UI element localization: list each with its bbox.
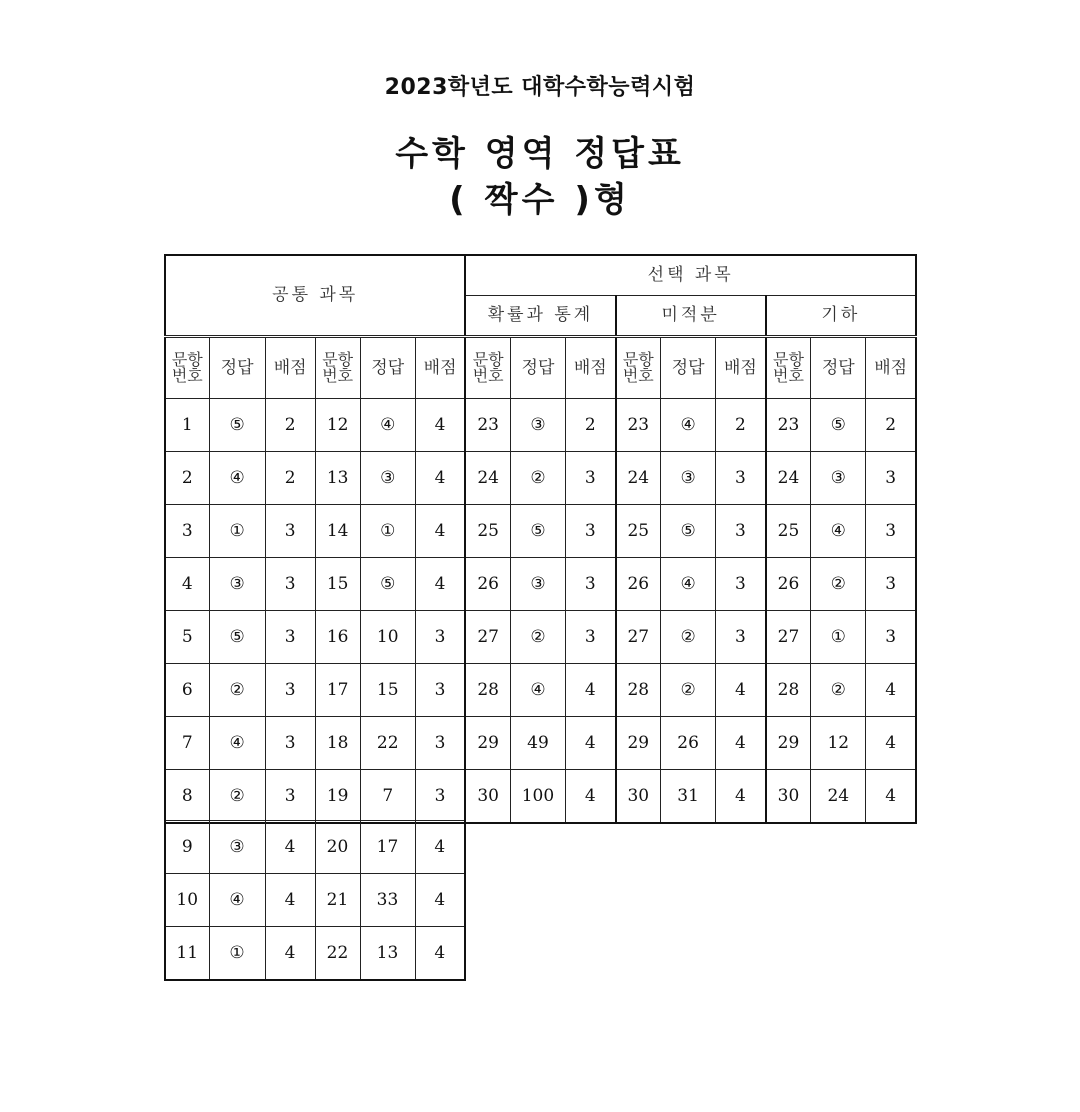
question-number-cell: 21 [315, 874, 360, 927]
score-cell: 3 [265, 664, 315, 717]
score-cell: 4 [716, 717, 766, 770]
score-cell: 3 [565, 558, 615, 611]
exam-type [0, 172, 1080, 221]
answer-cell: 33 [360, 874, 415, 927]
column-header-score: 배점 [415, 337, 465, 399]
answer-cell: ⑤ [209, 611, 265, 664]
question-number-cell: 27 [766, 611, 811, 664]
score-cell: 4 [415, 452, 465, 505]
score-cell: 4 [565, 664, 615, 717]
column-header-answer: 정답 [209, 337, 265, 399]
column-header-line: 문항 [472, 350, 504, 369]
score-cell: 4 [415, 874, 465, 927]
question-number-cell: 6 [165, 664, 209, 717]
column-header-question-number [165, 337, 209, 399]
question-number-cell: 3 [165, 505, 209, 558]
answer-cell: ③ [209, 821, 265, 874]
score-cell: 3 [265, 558, 315, 611]
question-number-cell: 24 [766, 452, 811, 505]
question-number-cell: 24 [616, 452, 661, 505]
question-number-cell: 14 [315, 505, 360, 558]
question-number-cell: 16 [315, 611, 360, 664]
answer-key-table [164, 254, 917, 824]
answer-cell: ④ [661, 399, 716, 452]
score-cell: 4 [565, 717, 615, 770]
question-number-cell: 4 [165, 558, 209, 611]
column-header-line: 번호 [322, 366, 354, 385]
answer-cell: ② [209, 664, 265, 717]
score-cell: 3 [866, 452, 916, 505]
elective-calculus: 미적분 [616, 296, 766, 337]
answer-cell: 31 [661, 770, 716, 824]
column-header-line: 번호 [171, 366, 203, 385]
answer-cell: 26 [661, 717, 716, 770]
question-number-cell: 25 [465, 505, 510, 558]
column-header-question-number [465, 337, 510, 399]
question-number-cell: 29 [465, 717, 510, 770]
column-header-line: 문항 [622, 350, 654, 369]
question-number-cell: 26 [465, 558, 510, 611]
column-header-answer: 정답 [510, 337, 565, 399]
answer-cell: ② [661, 611, 716, 664]
elective-probability-statistics: 확률과 통계 [465, 296, 615, 337]
answer-cell: ④ [360, 399, 415, 452]
answer-cell: ③ [811, 452, 866, 505]
column-header-line: 문항 [773, 350, 804, 369]
column-header-line: 문항 [322, 350, 354, 369]
score-cell: 3 [565, 452, 615, 505]
score-cell: 4 [866, 717, 916, 770]
score-cell: 4 [265, 927, 315, 981]
score-cell: 3 [866, 611, 916, 664]
score-cell: 3 [716, 558, 766, 611]
score-cell: 4 [415, 399, 465, 452]
common-subject-header: 공통 과목 [165, 255, 465, 337]
table-row [165, 611, 916, 664]
question-number-cell: 23 [616, 399, 661, 452]
score-cell: 4 [866, 770, 916, 824]
answer-cell: ③ [661, 452, 716, 505]
question-number-cell: 30 [766, 770, 811, 824]
score-cell: 3 [866, 558, 916, 611]
column-header-question-number [616, 337, 661, 399]
column-header-answer: 정답 [661, 337, 716, 399]
table-row [165, 505, 916, 558]
answer-cell: ① [209, 927, 265, 981]
question-number-cell: 29 [766, 717, 811, 770]
answer-cell: ⑤ [510, 505, 565, 558]
answer-cell: ④ [661, 558, 716, 611]
table-row [165, 558, 916, 611]
score-cell: 3 [415, 611, 465, 664]
question-number-cell: 30 [465, 770, 510, 824]
answer-cell: 13 [360, 927, 415, 981]
score-cell: 3 [716, 611, 766, 664]
question-number-cell: 18 [315, 717, 360, 770]
question-number-cell: 22 [315, 927, 360, 981]
score-cell: 3 [415, 664, 465, 717]
question-number-cell: 2 [165, 452, 209, 505]
answer-cell: 100 [510, 770, 565, 824]
column-header-score: 배점 [866, 337, 916, 399]
answer-cell: 7 [360, 770, 415, 824]
score-cell: 4 [716, 770, 766, 824]
table-row [165, 770, 916, 824]
score-cell: 3 [415, 717, 465, 770]
column-header-line: 문항 [171, 350, 203, 369]
table-row [165, 399, 916, 452]
table-row [165, 717, 916, 770]
question-number-cell: 15 [315, 558, 360, 611]
table-row [165, 452, 916, 505]
answer-key-title: 수학 영역 정답표 [395, 134, 685, 174]
question-number-cell: 23 [465, 399, 510, 452]
score-cell: 2 [265, 452, 315, 505]
table-row [165, 821, 465, 874]
type-open: ( [449, 180, 469, 220]
score-cell: 2 [265, 399, 315, 452]
answer-cell: ② [510, 452, 565, 505]
question-number-cell: 30 [616, 770, 661, 824]
answer-cell: ④ [209, 874, 265, 927]
answer-cell: ③ [510, 558, 565, 611]
answer-cell: 17 [360, 821, 415, 874]
answer-cell: ⑤ [360, 558, 415, 611]
question-number-cell: 26 [616, 558, 661, 611]
column-header-line: 번호 [773, 366, 804, 385]
answer-cell: ② [811, 558, 866, 611]
table-row [165, 927, 465, 981]
answer-cell: ⑤ [209, 399, 265, 452]
score-cell: 3 [265, 611, 315, 664]
question-number-cell: 25 [616, 505, 661, 558]
answer-cell: ① [811, 611, 866, 664]
column-header-answer: 정답 [360, 337, 415, 399]
answer-cell: ④ [811, 505, 866, 558]
common-subject-continuation [164, 820, 466, 981]
question-number-cell: 25 [766, 505, 811, 558]
answer-cell: ④ [209, 717, 265, 770]
score-cell: 4 [265, 821, 315, 874]
answer-cell: 22 [360, 717, 415, 770]
answer-cell: ② [510, 611, 565, 664]
question-number-cell: 19 [315, 770, 360, 824]
question-number-cell: 9 [165, 821, 209, 874]
elective-geometry: 기하 [766, 296, 916, 337]
score-cell: 2 [565, 399, 615, 452]
answer-cell: ③ [209, 558, 265, 611]
question-number-cell: 28 [766, 664, 811, 717]
score-cell: 4 [866, 664, 916, 717]
score-cell: 3 [265, 505, 315, 558]
score-cell: 3 [265, 770, 315, 824]
question-number-cell: 27 [616, 611, 661, 664]
question-number-cell: 1 [165, 399, 209, 452]
answer-cell: 10 [360, 611, 415, 664]
answer-cell: ④ [209, 452, 265, 505]
question-number-cell: 29 [616, 717, 661, 770]
score-cell: 3 [866, 505, 916, 558]
score-cell: 4 [565, 770, 615, 824]
answer-cell: ① [360, 505, 415, 558]
score-cell: 4 [415, 927, 465, 981]
type-name: 짝수 [484, 180, 559, 220]
answer-cell: ② [811, 664, 866, 717]
answer-cell: ② [661, 664, 716, 717]
column-header-question-number [315, 337, 360, 399]
column-header-score: 배점 [716, 337, 766, 399]
question-number-cell: 13 [315, 452, 360, 505]
answer-cell: 12 [811, 717, 866, 770]
score-cell: 4 [415, 505, 465, 558]
score-cell: 2 [866, 399, 916, 452]
question-number-cell: 17 [315, 664, 360, 717]
score-cell: 3 [716, 505, 766, 558]
question-number-cell: 10 [165, 874, 209, 927]
answer-cell: 15 [360, 664, 415, 717]
column-header-question-number [766, 337, 811, 399]
answer-cell: 24 [811, 770, 866, 824]
question-number-cell: 24 [465, 452, 510, 505]
question-number-cell: 28 [616, 664, 661, 717]
question-number-cell: 28 [465, 664, 510, 717]
column-header-line: 번호 [472, 366, 504, 385]
answer-cell: ⑤ [661, 505, 716, 558]
answer-cell: ④ [510, 664, 565, 717]
score-cell: 2 [716, 399, 766, 452]
answer-cell: ② [209, 770, 265, 824]
column-header-score: 배점 [265, 337, 315, 399]
question-number-cell: 8 [165, 770, 209, 824]
elective-subject-header: 선택 과목 [465, 255, 916, 296]
question-number-cell: 26 [766, 558, 811, 611]
answer-cell: ③ [510, 399, 565, 452]
score-cell: 3 [565, 505, 615, 558]
answer-cell: ③ [360, 452, 415, 505]
score-cell: 4 [265, 874, 315, 927]
score-cell: 3 [415, 770, 465, 824]
table-row [165, 874, 465, 927]
score-cell: 3 [565, 611, 615, 664]
answer-cell: 49 [510, 717, 565, 770]
score-cell: 4 [716, 664, 766, 717]
type-close: )형 [574, 180, 631, 220]
score-cell: 4 [415, 558, 465, 611]
column-header-answer: 정답 [811, 337, 866, 399]
score-cell: 3 [716, 452, 766, 505]
question-number-cell: 5 [165, 611, 209, 664]
question-number-cell: 11 [165, 927, 209, 981]
column-header-line: 번호 [622, 366, 654, 385]
answer-cell: ⑤ [811, 399, 866, 452]
exam-title: 2023학년도 대학수학능력시험 [384, 75, 696, 100]
answer-cell: ① [209, 505, 265, 558]
question-number-cell: 12 [315, 399, 360, 452]
question-number-cell: 27 [465, 611, 510, 664]
question-number-cell: 23 [766, 399, 811, 452]
column-header-score: 배점 [565, 337, 615, 399]
question-number-cell: 7 [165, 717, 209, 770]
score-cell: 4 [415, 821, 465, 874]
table-row [165, 664, 916, 717]
question-number-cell: 20 [315, 821, 360, 874]
score-cell: 3 [265, 717, 315, 770]
